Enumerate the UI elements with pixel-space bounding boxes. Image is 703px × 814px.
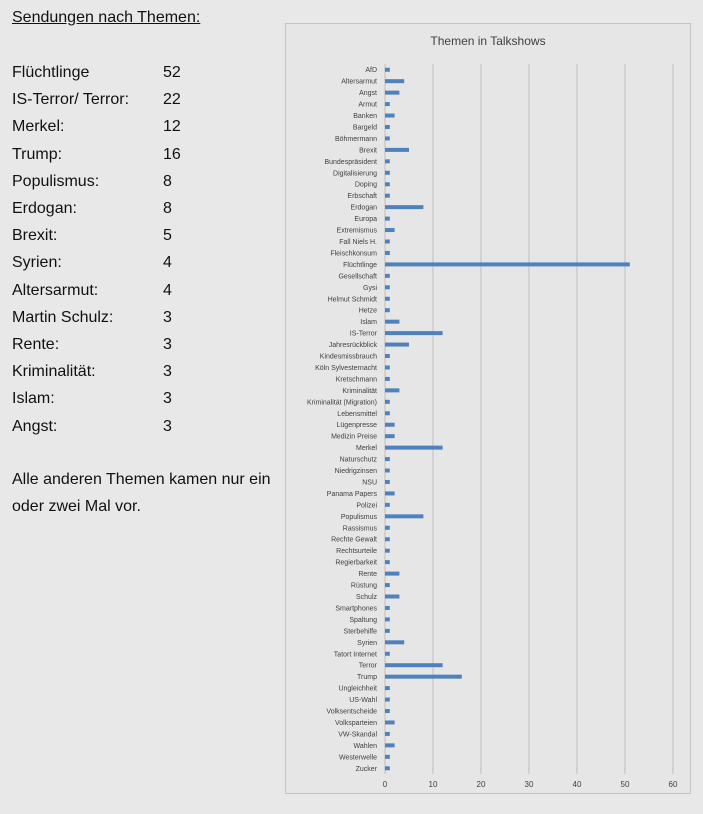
summary-count: 8	[163, 172, 172, 190]
summary-topic: Islam:	[12, 390, 55, 408]
bar	[385, 159, 390, 163]
summary-row	[12, 227, 272, 249]
bar	[385, 274, 390, 278]
category-label: Köln Sylvesternacht	[315, 364, 377, 372]
chart-title: Themen in Talkshows	[430, 34, 546, 48]
category-label: Europa	[354, 216, 377, 224]
bar	[385, 675, 462, 679]
category-label: Sterbehilfe	[343, 628, 377, 636]
category-label: Rassismus	[342, 525, 377, 533]
category-label: Altersarmut	[341, 78, 377, 86]
category-label: Islam	[360, 319, 377, 327]
bar	[385, 663, 443, 667]
summary-note: Alle anderen Themen kamen nur ein oder zwei Mal vor.	[12, 471, 271, 515]
summary-topic: Populismus:	[12, 172, 100, 190]
bar	[385, 400, 390, 404]
summary-row	[12, 200, 272, 222]
summary-topic: Flüchtlinge	[12, 64, 90, 81]
bar	[385, 549, 390, 553]
summary-row	[12, 309, 272, 331]
bar	[385, 423, 395, 427]
category-label: Erdogan	[350, 204, 377, 212]
bar	[385, 514, 423, 518]
summary-row	[12, 390, 272, 412]
bar	[385, 125, 390, 129]
summary-count: 4	[163, 254, 172, 272]
category-label: Bargeld	[352, 124, 377, 132]
category-label: Smartphones	[335, 605, 377, 613]
summary-count: 5	[163, 227, 172, 245]
bar	[385, 617, 390, 621]
bar	[385, 194, 390, 198]
bar	[385, 354, 390, 358]
bar	[385, 766, 390, 770]
category-label: Doping	[354, 181, 377, 189]
bar	[385, 171, 390, 175]
category-label: Lügenpresse	[336, 422, 377, 430]
bar	[385, 503, 390, 507]
bar	[385, 755, 390, 759]
summary-count: 16	[163, 145, 181, 163]
summary-count: 8	[163, 200, 172, 217]
category-label: Rente	[358, 571, 377, 579]
chart-container	[285, 23, 691, 794]
category-label: Schulz	[355, 594, 377, 601]
category-label: Syrien	[357, 639, 377, 647]
summary-count: 3	[163, 308, 172, 326]
bar	[385, 136, 390, 140]
category-label: Kindesmissbrauch	[319, 353, 377, 361]
category-label: Gesellschaft	[338, 273, 377, 281]
bar	[385, 537, 390, 541]
category-label: Brexit	[359, 147, 377, 155]
category-label: Ungleichheit	[338, 685, 377, 693]
bar	[385, 411, 390, 415]
category-label: Polizei	[356, 502, 377, 510]
category-label: Niedrigzinsen	[334, 468, 377, 476]
category-label: Angst	[359, 90, 377, 98]
category-label: Flüchtlinge	[343, 261, 377, 269]
bar	[385, 720, 395, 724]
bar	[385, 285, 390, 289]
summary-row	[12, 91, 272, 113]
summary-topic: Brexit:	[12, 227, 58, 245]
summary-count: 3	[163, 390, 172, 408]
bar	[385, 480, 390, 484]
summary-row	[12, 173, 272, 195]
x-tick-label: 60	[668, 780, 678, 789]
bar	[385, 434, 395, 438]
bar	[385, 709, 390, 713]
bar	[385, 308, 390, 312]
category-label: Böhmermann	[334, 135, 377, 143]
category-label: AfD	[365, 67, 377, 75]
category-label: Digitalisierung	[333, 170, 377, 178]
summary-count: 52	[163, 64, 181, 81]
bar	[385, 732, 390, 736]
summary-count: 3	[163, 363, 172, 381]
bar	[385, 182, 390, 186]
category-label: Terror	[358, 662, 377, 670]
bar	[385, 595, 399, 599]
bar	[385, 297, 390, 301]
summary-count: 3	[163, 336, 172, 353]
bar	[385, 629, 390, 633]
category-label: Armut	[358, 101, 377, 109]
summary-topic: Martin Schulz:	[12, 308, 114, 326]
category-label: Lebensmittel	[337, 410, 377, 418]
summary-row	[12, 254, 272, 276]
summary-topic: Merkel:	[12, 118, 65, 136]
x-tick-label: 0	[382, 780, 388, 789]
x-tick-label: 10	[428, 780, 438, 789]
bar	[385, 79, 404, 83]
bar	[385, 343, 409, 347]
category-label: VW-Skandal	[338, 731, 377, 739]
summary-row	[12, 336, 272, 358]
category-label: Rüstung	[350, 582, 377, 590]
summary-topic: Syrien:	[12, 254, 62, 272]
category-label: Merkel	[355, 445, 377, 453]
bar	[385, 640, 404, 644]
summary-count: 4	[163, 281, 172, 299]
summary-row	[12, 282, 272, 304]
category-label: Trump	[357, 674, 377, 682]
category-label: Extremismus	[336, 227, 377, 235]
x-tick-label: 20	[476, 780, 486, 789]
category-label: Gysi	[363, 284, 377, 292]
bar	[385, 457, 390, 461]
category-label: Helmut Schmidt	[327, 296, 377, 304]
category-label: US-Wahl	[349, 697, 377, 705]
bar	[385, 228, 395, 232]
bar	[385, 148, 409, 152]
category-label: Tatort Internet	[333, 651, 377, 659]
bar	[385, 262, 630, 266]
category-label: NSU	[362, 479, 377, 487]
bar	[385, 365, 390, 369]
summary-heading: Sendungen nach Themen:	[12, 9, 201, 26]
category-label: Zucker	[355, 765, 377, 773]
bar	[385, 217, 390, 221]
summary-topic: Kriminalität:	[12, 363, 96, 381]
category-label: IS-Terror	[349, 330, 377, 338]
bar	[385, 491, 395, 495]
bar	[385, 205, 423, 209]
summary-count: 3	[163, 417, 172, 435]
bar	[385, 560, 390, 564]
x-tick-label: 40	[572, 780, 582, 789]
bar	[385, 331, 443, 335]
category-label: Kriminalität	[342, 387, 377, 395]
summary-count: 22	[163, 91, 181, 109]
bar	[385, 446, 443, 450]
summary-topic: Trump:	[12, 145, 63, 163]
bar	[385, 686, 390, 690]
bar	[385, 606, 390, 610]
summary-topic: Rente:	[12, 336, 60, 353]
bar	[385, 652, 390, 656]
bar	[385, 698, 390, 702]
bar	[385, 251, 390, 255]
summary-row	[12, 363, 272, 385]
bar	[385, 572, 399, 576]
bar	[385, 388, 399, 392]
category-label: Regierbarkeit	[335, 559, 377, 567]
category-label: Fleischkonsum	[330, 250, 377, 258]
category-label: Wahlen	[353, 742, 377, 750]
category-label: Fall Niels H.	[339, 239, 377, 246]
category-label: Westerwelle	[339, 754, 377, 762]
summary-topic: Altersarmut:	[12, 281, 99, 299]
summary-row	[12, 418, 272, 440]
summary-row	[12, 146, 272, 168]
x-tick-label: 50	[620, 780, 630, 789]
category-label: Naturschutz	[339, 456, 377, 464]
category-label: Populismus	[340, 513, 377, 521]
category-label: Bundespräsident	[324, 158, 377, 166]
bar	[385, 114, 395, 118]
bar	[385, 91, 399, 95]
category-label: Banken	[353, 113, 377, 121]
x-tick-label: 30	[524, 780, 534, 789]
category-label: Jahresrückblick	[328, 342, 377, 350]
bar-chart	[286, 24, 690, 793]
summary-topic: IS-Terror/ Terror:	[12, 91, 130, 109]
bar	[385, 743, 395, 747]
category-label: Rechtsurteile	[336, 548, 377, 556]
category-label: Panama Papers	[326, 490, 377, 498]
category-label: Kretschmann	[335, 376, 377, 384]
category-label: Hetze	[358, 307, 377, 315]
category-label: Volksentscheide	[326, 708, 377, 716]
bar	[385, 68, 390, 72]
bar	[385, 583, 390, 587]
category-label: Rechte Gewalt	[331, 536, 377, 544]
category-label: Medizin Preise	[331, 433, 377, 441]
bar	[385, 526, 390, 530]
summary-count: 12	[163, 118, 181, 136]
category-label: Spaltung	[349, 616, 377, 624]
bar	[385, 377, 390, 381]
summary-row	[12, 64, 272, 86]
summary-topic: Erdogan:	[12, 200, 77, 217]
summary-topic: Angst:	[12, 417, 58, 435]
category-label: Erbschaft	[347, 193, 377, 201]
bar	[385, 469, 390, 473]
category-label: Kriminalität (Migration)	[306, 399, 377, 407]
bar	[385, 102, 390, 106]
category-label: Volksparteien	[334, 719, 377, 727]
bar	[385, 240, 390, 244]
summary-row	[12, 118, 272, 140]
bar	[385, 320, 399, 324]
